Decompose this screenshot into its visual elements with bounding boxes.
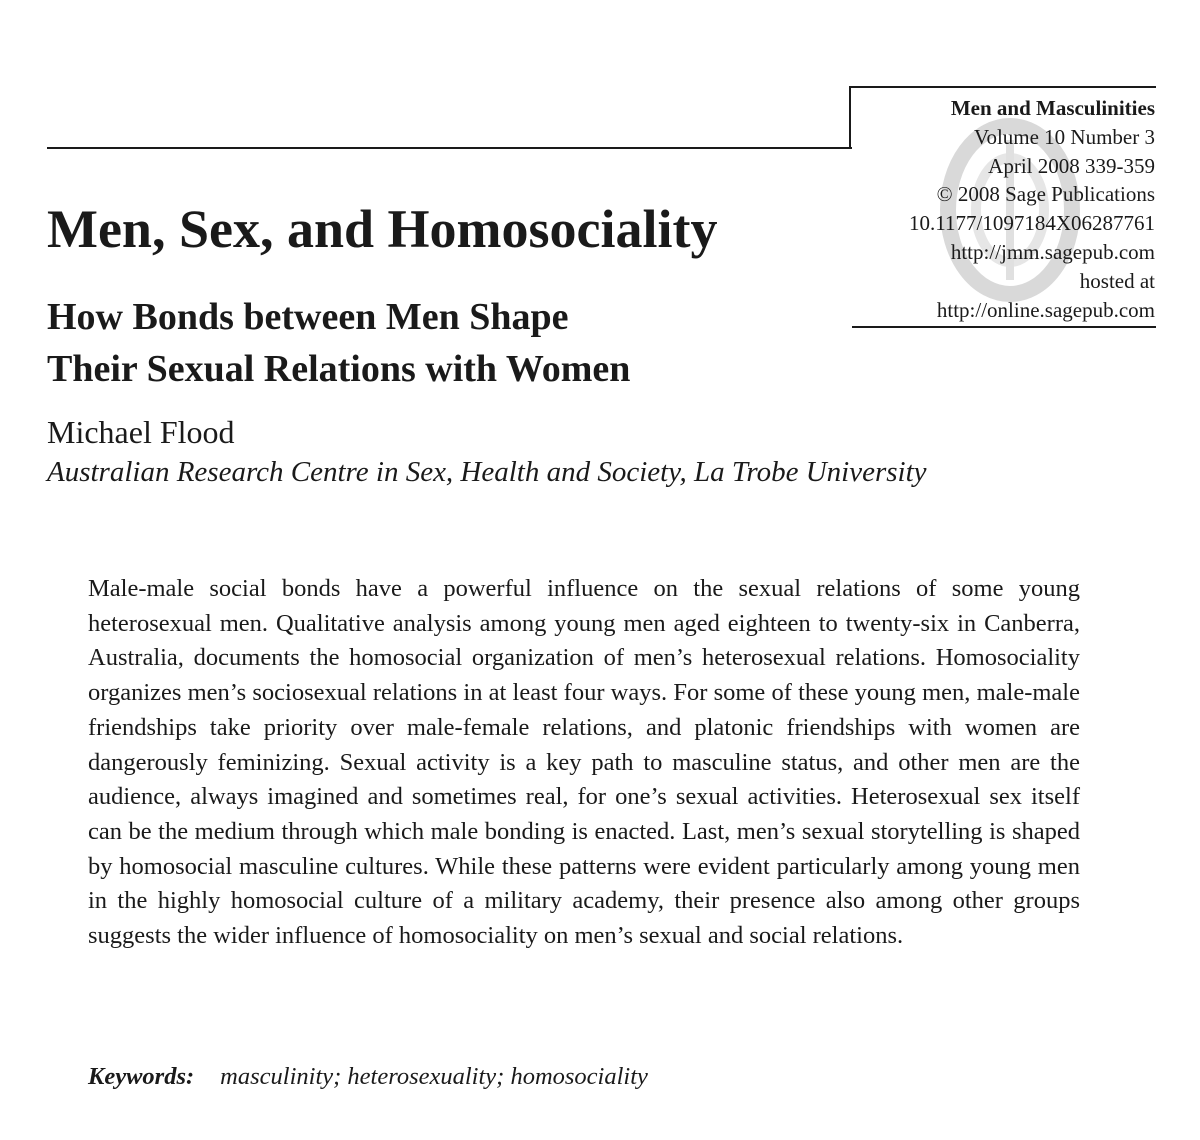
subtitle-line-1: How Bonds between Men Shape xyxy=(47,296,569,338)
journal-hosted-label: hosted at xyxy=(1079,268,1155,293)
journal-date-pages: April 2008 339-359 xyxy=(988,153,1155,178)
author-name: Michael Flood xyxy=(47,414,235,450)
journal-copyright: © 2008 Sage Publications xyxy=(936,182,1155,207)
journal-name: Men and Masculinities xyxy=(950,96,1155,120)
keywords xyxy=(88,1061,648,1093)
author-affiliation: Australian Research Centre in Sex, Health and Society, La Trobe University xyxy=(47,456,927,488)
abstract-text: Male-male social bonds have a powerful influence on the sexual relations of some young heterosexual men. Qualitative analysis among young men aged eighteen to twenty-six in Canberra, Australia, documents the homosocial organization of men’s heterosexual relations. Homosociality organizes men’s sociosexual relations in at least four ways. For some of these young men, male-male friendships take priority over male-female relations, and platonic friendships with women are dangerously feminizing. Sexual activity is a key path to masculine status, and other men are the audience, always imagined and sometimes real, for one’s sexual activities. Heterosexual sex itself can be the medium through which male bonding is enacted. Last, men’s sexual storytelling is shaped by homosocial masculine cultures. While these patterns were evident particularly among young men in the highly homosocial culture of a military academy, their presence also among other groups suggests the wider influence of homosociality on men’s sexual and social relations. xyxy=(88,575,1080,950)
journal-doi: 10.1177/1097184X06287761 xyxy=(909,211,1155,236)
header-rule-vertical xyxy=(849,86,851,149)
header-rule-bottom-right xyxy=(852,326,1156,328)
header-rule-top-right xyxy=(849,86,1156,88)
journal-url[interactable]: http://jmm.sagepub.com xyxy=(950,239,1155,264)
keywords-label: Keywords: xyxy=(88,1063,195,1090)
header-rule-left xyxy=(47,147,852,149)
journal-info xyxy=(909,94,1155,324)
journal-volume: Volume 10 Number 3 xyxy=(973,124,1155,149)
subtitle-line-2: Their Sexual Relations with Women xyxy=(47,348,631,390)
keywords-list: masculinity; heterosexuality; homosociality xyxy=(220,1063,648,1090)
journal-hosted-url[interactable]: http://online.sagepub.com xyxy=(936,297,1155,322)
article-subtitle xyxy=(47,291,630,395)
article-title: Men, Sex, and Homosociality xyxy=(47,199,718,259)
